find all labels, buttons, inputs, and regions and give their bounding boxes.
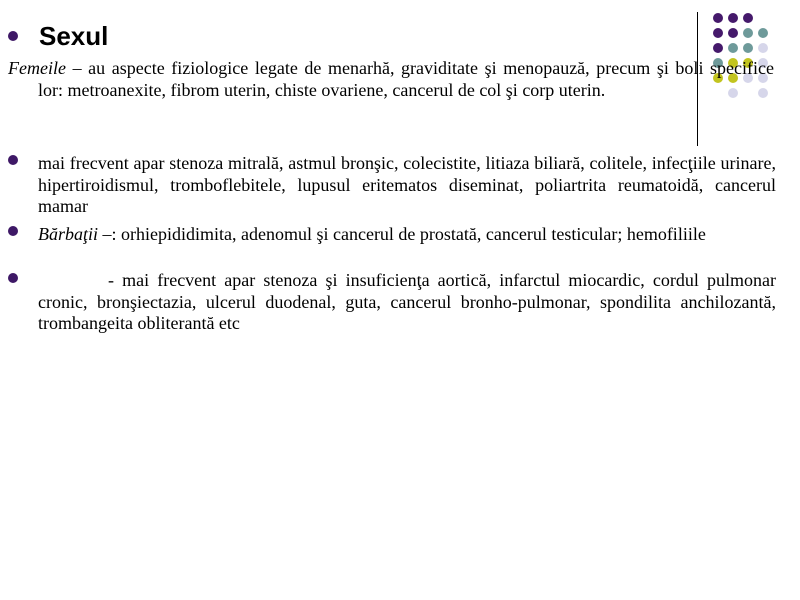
femei-label: Femeile [8, 58, 66, 78]
decorative-dot [713, 13, 723, 23]
decorative-dot [728, 13, 738, 23]
barbati-paragraph [38, 224, 776, 246]
bullet-icon [8, 155, 18, 165]
bullet-icon [8, 31, 18, 41]
femei-paragraph [8, 58, 774, 101]
bullet-icon [8, 273, 18, 283]
bullet-icon [8, 226, 18, 236]
barbati-text: –: orhiepididimita, adenomul şi cancerul de prostată, cancerul testicular; hemofiliile [98, 224, 706, 244]
decorative-dot [713, 43, 723, 53]
slide-title: Sexul [39, 21, 109, 51]
decorative-dot [743, 13, 753, 23]
decorative-dot [713, 28, 723, 38]
decorative-dot [743, 28, 753, 38]
femei-frecvente-paragraph: mai frecvent apar stenoza mitrală, astmul bronşic, colecistite, litiaza biliară, colitele, infecţiile urinare, hipertiroidismul, tromboflebitele, lupusul eritematos diseminat, poliartrita reumatoidă, cancerul mamar [38, 153, 776, 216]
decorative-dot [743, 43, 753, 53]
femei-text: – au aspecte fiziologice legate de menarhă, graviditate şi menopauză, precum şi boli specifice lor: metroanexite, fibrom uterin, chiste ovariene, cancerul de col şi corp uterin. [38, 58, 774, 100]
decorative-dot [758, 43, 768, 53]
barbati-frecvente-text: - mai frecvent apar stenoza şi insuficienţa aortică, infarctul miocardic, cordul pulmonar cronic, bronşiectazia, ulcerul duodenal, guta, cancerul bronho-pulmonar, spondilita anchilozantă, trombangeita obliterantă etc [38, 270, 776, 333]
decorative-dot [728, 43, 738, 53]
barbati-frecvente-paragraph [38, 270, 776, 335]
decorative-dot [758, 28, 768, 38]
decorative-dot [728, 28, 738, 38]
barbati-label: Bărbaţii [38, 224, 99, 244]
